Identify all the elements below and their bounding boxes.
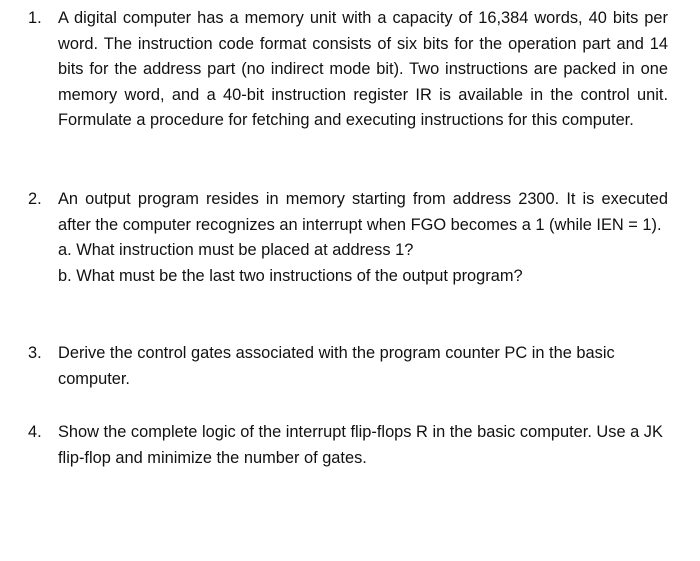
question-1 xyxy=(28,6,668,134)
question-3 xyxy=(28,341,668,392)
question-number: 3. xyxy=(28,344,42,362)
question-number: 2. xyxy=(28,190,42,208)
question-text: An output program resides in memory starting from address 2300. It is executed after the computer recognizes an interrupt when FGO becomes a 1 (while IEN = 1). xyxy=(58,190,668,234)
question-part-b: b. What must be the last two instructions of the output program? xyxy=(58,266,523,285)
question-number: 4. xyxy=(28,423,42,441)
question-text: Show the complete logic of the interrupt flip-flops R in the basic computer. Use a JK flip-flop and minimize the number of gates. xyxy=(58,423,663,467)
question-text: A digital computer has a memory unit with a capacity of 16,384 words, 40 bits per word. The instruction code format consists of six bits for the operation part and 14 bits for the address part (no indirect mode bit). Two instructions are packed in one memory word, and a 40-bit instruction register IR is available in the control unit. Formulate a procedure for fetching and executing instructions for this computer. xyxy=(58,9,668,130)
question-number: 1. xyxy=(28,9,42,27)
question-4 xyxy=(28,420,668,471)
question-2 xyxy=(28,187,668,289)
question-text: Derive the control gates associated with the program counter PC in the basic computer. xyxy=(58,344,615,388)
question-part-a: a. What instruction must be placed at address 1? xyxy=(58,241,414,260)
